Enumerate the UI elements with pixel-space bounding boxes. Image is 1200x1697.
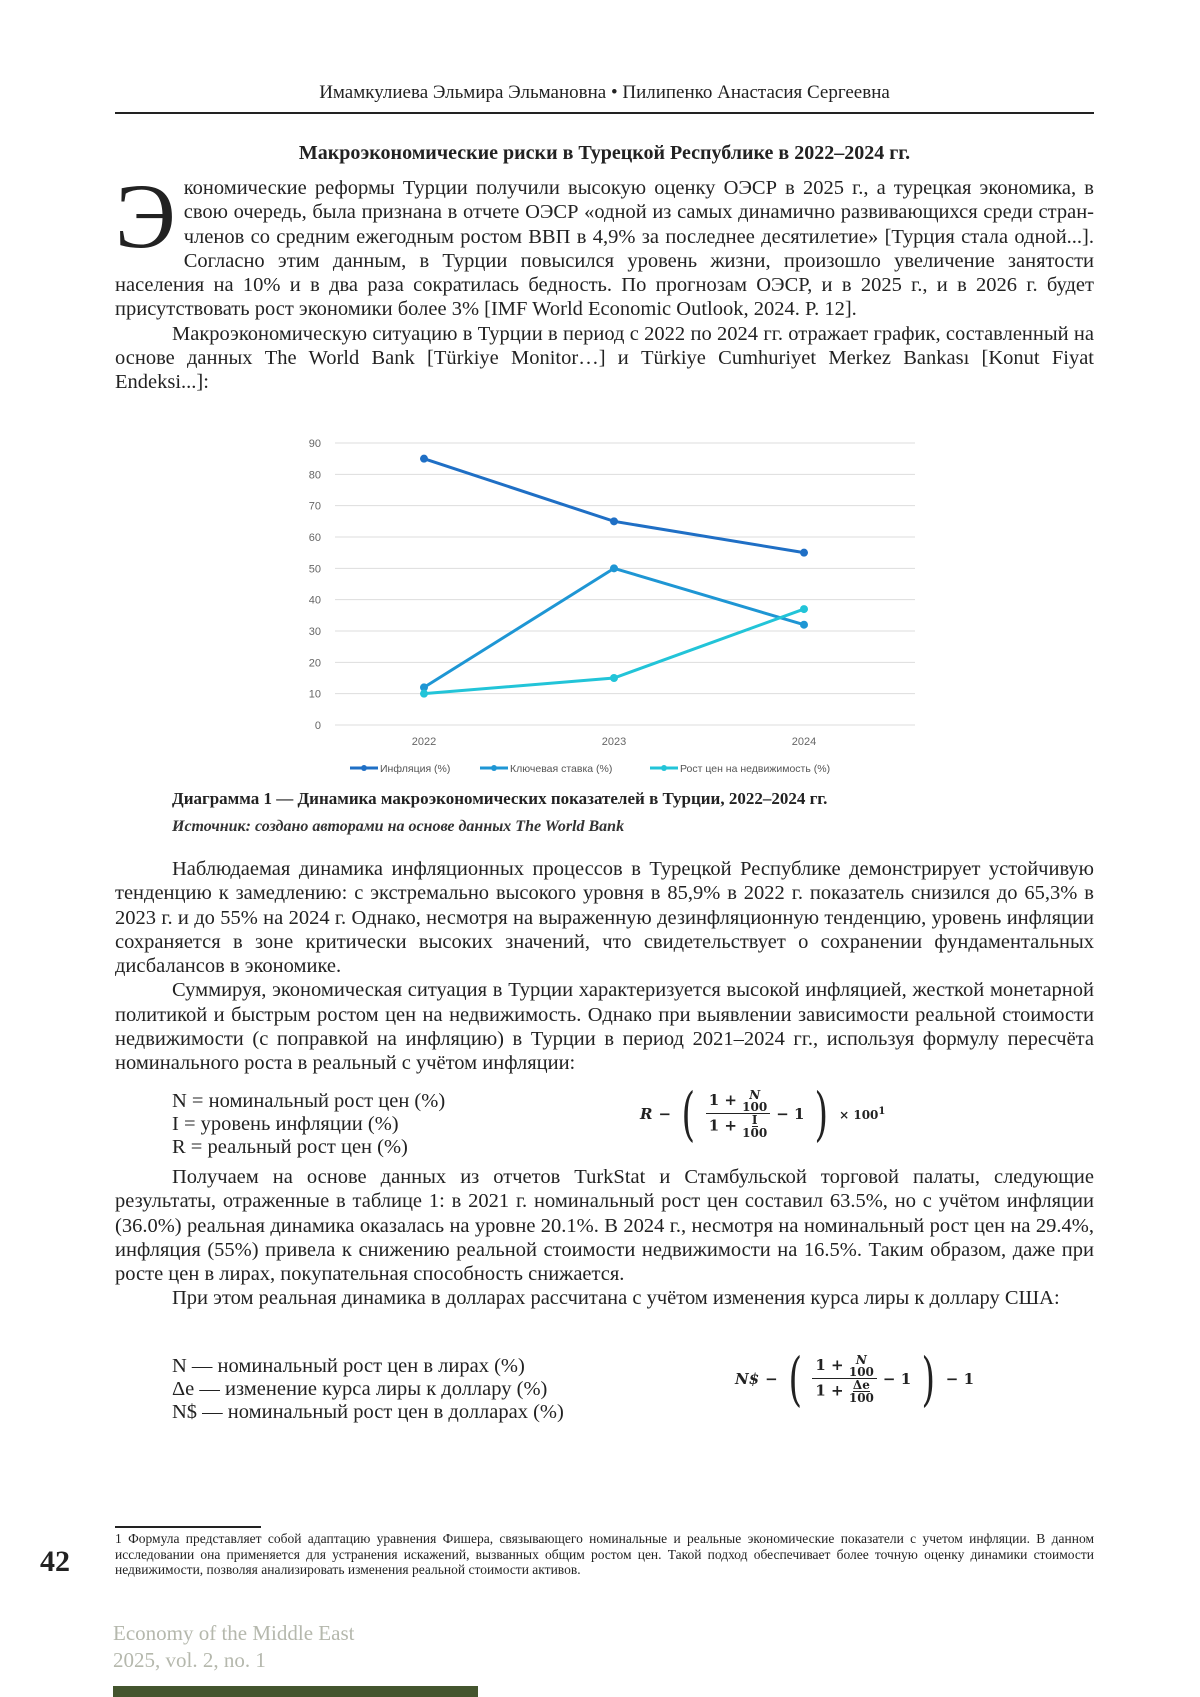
data-point [420,690,428,698]
formula-symbol: Δe [853,1379,870,1392]
figure-caption: Диаграмма 1 — Динамика макроэкономических показателей в Турции, 2022–2024 гг. [172,789,827,809]
journal-info [113,1620,354,1674]
y-tick-label: 50 [309,563,321,575]
paragraph-6: При этом реальная динамика в долларах рассчитана с учётом изменения курса лиры к доллару США: [115,1286,1094,1310]
footnote: 1 Формула представляет собой адаптацию уравнения Фишера, связывающего номинальные и реальные экономические показатели с учетом инфляции. В данном исследовании она применяется для устранения искажений, вызванных общим ростом цен. Такой подход обеспечивает более точную оценку динамики стоимости недвижимости, позволяя анализировать изменения реальной стоимости активов. [115,1531,1094,1578]
y-tick-label: 0 [315,720,321,732]
formula-symbol: + [831,1356,844,1374]
y-tick-label: 90 [309,438,321,450]
footnote-ref[interactable]: 1 [878,1106,885,1117]
formula-symbol: + [831,1382,844,1400]
formula-fraction [706,1089,771,1139]
legend-marker [491,765,497,771]
paragraph-1-text: кономические реформы Турции получили высокую оценку ОЭСР в 2025 г., а турецкая экономика, в свою очередь, была признана в отчете ОЭСР «одной из самых динамично развивающихся среди стран-членов со средним ежегодным ростом ВВП в 4,9% за последнее десятилетие» [Турция стала одной...]. Согласно этим данным, в Турции повысился уровень жизни, произошло увеличение занятости населения на 10% и в два раза сократилась бедность. По прогнозам ОЭСР, и в 2025 г., и в 2026 г. будет присутствовать рост экономики более 3% [IMF World Economic Outlook, 2024. P. 12]. [115,177,1094,320]
formula-symbol: 100 [849,1392,874,1404]
formula-symbol: I [752,1114,758,1127]
figure-source: Источник: создано авторами на основе данных The World Bank [172,818,624,836]
variable-def: N$ — номинальный рост цен в долларах (%) [172,1401,564,1424]
formula-fraction [812,1354,877,1404]
variable-def: R = реальный рост цен (%) [172,1136,445,1159]
formula-symbol: R [640,1105,652,1123]
running-header: Имамкулиева Эльмира Эльмановна • Пилипенко Анастасия Сергеевна [115,82,1094,114]
footnote-divider [115,1526,261,1528]
paragraph-5: Получаем на основе данных из отчетов TurkStat и Стамбульской торговой палаты, следующие результаты, отраженные в таблице 1: в 2021 г. номинальный рост цен составил 63.5%, но с учётом инфляции (36.0%) реальная динамика оказалась на уровне 20.1%. В 2024 г., несмотря на номинальный рост цен на 29.4%, инфляция (55%) привела к снижению реальной стоимости недвижимости на 16.5%. Таким образом, даже при росте цен в лирах, покупательная способность снижается. [115,1165,1094,1286]
body-text-3 [115,1165,1094,1311]
variable-def: Δe — изменение курса лиры к доллару (%) [172,1378,564,1401]
y-tick-label: 30 [309,626,321,638]
formula-symbol: 1 [815,1382,825,1400]
formula-symbol: N [749,1089,760,1101]
footer-color-bar [113,1686,478,1697]
data-point [800,549,808,557]
formula-symbol: − 1 [946,1370,974,1388]
y-tick-label: 10 [309,689,321,701]
formula-paren: ) [922,1350,936,1408]
y-tick-label: 80 [309,469,321,481]
legend-label: Рост цен на недвижимость (%) [680,763,830,775]
formula-2 [735,1350,974,1408]
legend-label: Ключевая ставка (%) [510,763,612,775]
drop-cap: Э [115,180,176,252]
formula-paren: ( [682,1085,696,1143]
intro-text [115,176,1094,395]
formula-paren: ( [788,1350,802,1408]
paragraph-2: Макроэкономическую ситуацию в Турции в период с 2022 по 2024 гг. отражает график, составленный на основе данных The World Bank [Türkiye Monitor…] и Türkiye Cumhuriyet Merkez Bankası [Konut Fiyat Endeksi...]: [115,322,1094,395]
variable-def: I = уровень инфляции (%) [172,1113,445,1136]
formula-symbol: N [856,1354,867,1366]
series-line [424,568,804,687]
page-number: 42 [40,1545,70,1579]
formula-1 [640,1085,885,1143]
legend-marker [661,765,667,771]
data-point [610,564,618,572]
legend-marker [361,765,367,771]
variable-def: N = номинальный рост цен (%) [172,1090,445,1113]
section-title: Макроэкономические риски в Турецкой Республике в 2022–2024 гг. [115,142,1094,165]
formula-symbol: − 1 [776,1105,804,1123]
formula-paren: ) [815,1085,829,1143]
formula-symbol: 1 [709,1091,719,1109]
formula-symbol: − 1 [883,1370,911,1388]
y-tick-label: 60 [309,532,321,544]
y-tick-label: 20 [309,657,321,669]
formula-symbol: 100 [849,1366,874,1378]
variable-def: N — номинальный рост цен в лирах (%) [172,1355,564,1378]
formula-symbol: 1 [815,1356,825,1374]
x-tick-label: 2023 [602,736,626,748]
data-point [800,605,808,613]
formula-symbol: 1 [709,1117,719,1135]
formula-symbol: N$ [735,1370,759,1388]
formula-symbol: 100 [742,1127,767,1139]
y-tick-label: 40 [309,595,321,607]
x-tick-label: 2022 [412,736,436,748]
formula-symbol: 100 [742,1101,767,1113]
formula-symbol: − [658,1105,671,1123]
formula-2-variables [172,1355,564,1424]
x-tick-label: 2024 [792,736,816,748]
formula-symbol: + [724,1091,737,1109]
data-point [610,674,618,682]
paragraph-4: Суммируя, экономическая ситуация в Турции характеризуется высокой инфляцией, жесткой монетарной политикой и быстрым ростом цен на недвижимость. Однако при выявлении зависимости реальной стоимости недвижимости (с поправкой на инфляцию) в Турции в период 2021–2024 гг., используя формулу пересчёта номинального роста в реальный с учётом инфляции: [115,978,1094,1075]
data-point [610,517,618,525]
y-tick-label: 70 [309,501,321,513]
legend-label: Инфляция (%) [380,763,450,775]
line-chart [290,430,930,785]
paragraph-1 [115,176,1094,322]
formula-symbol: × 100 [839,1108,878,1122]
data-point [800,621,808,629]
formula-symbol: − [765,1370,778,1388]
paragraph-3: Наблюдаемая динамика инфляционных процессов в Турецкой Республике демонстрирует устойчивую тенденцию к замедлению: с экстремально высокого уровня в 85,9% в 2022 г. показатель снизился до 65,3% в 2023 г. и до 55% на 2024 г. Однако, несмотря на выраженную дезинфляционную тенденцию, уровень инфляции сохраняется в зоне критически высоких значений, что свидетельствует о сохранении фундаментальных дисбалансов в экономике. [115,857,1094,978]
formula-1-variables [172,1090,445,1159]
body-text-2 [115,857,1094,1076]
page [0,0,1200,1697]
data-point [420,455,428,463]
journal-issue: 2025, vol. 2, no. 1 [113,1647,354,1674]
formula-symbol: + [724,1117,737,1135]
journal-name: Economy of the Middle East [113,1620,354,1647]
